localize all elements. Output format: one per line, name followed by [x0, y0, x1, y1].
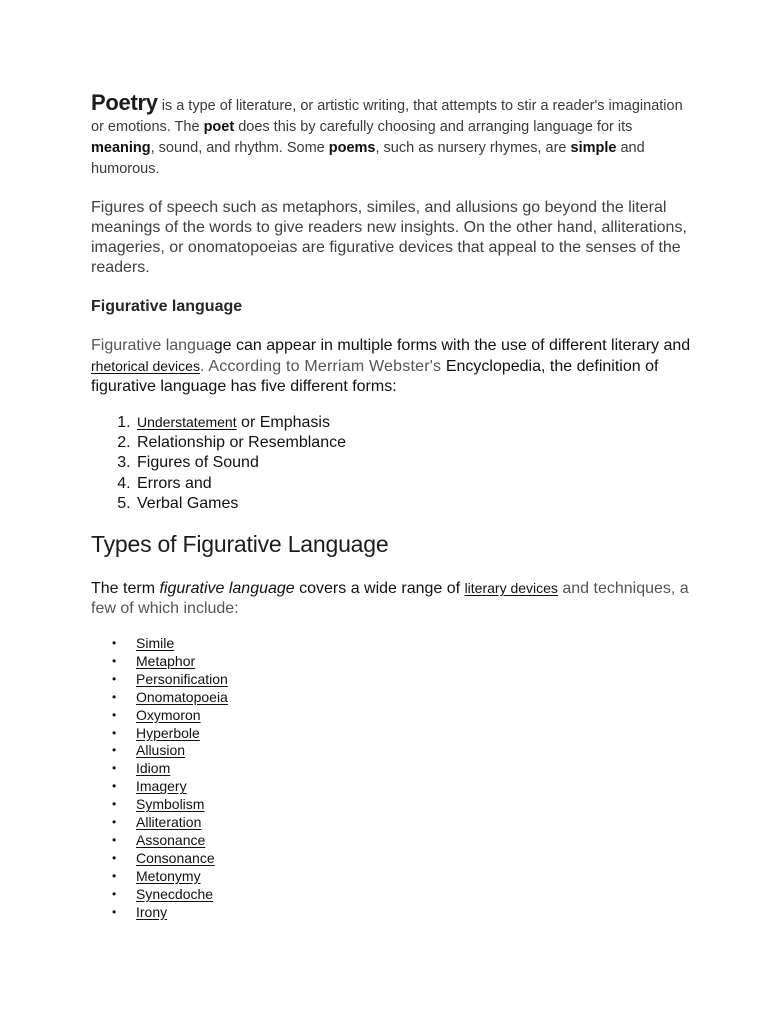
device-link-synecdoche[interactable]: Synecdoche — [136, 885, 214, 902]
bullet-icon: • — [112, 904, 117, 919]
bullet-icon: • — [112, 725, 117, 740]
figurative-language-heading: Figurative language — [91, 298, 243, 315]
list-item — [112, 706, 691, 725]
intro-lead-word: Poetry — [91, 90, 158, 115]
document-body — [91, 92, 691, 922]
bullet-icon: • — [112, 779, 117, 794]
device-link-alliteration[interactable]: Alliteration — [136, 814, 202, 831]
understatement-link[interactable]: Understatement — [137, 414, 237, 430]
list-item-text: or Emphasis — [236, 414, 330, 431]
device-link-consonance[interactable]: Consonance — [136, 849, 215, 866]
forms-intro-text-3: . According to Merriam Webster's — [199, 358, 446, 375]
bullet-icon: • — [112, 815, 117, 830]
intro-text-2: does this by carefully choosing and arranging language for its — [234, 119, 633, 135]
figurative-forms-list — [91, 412, 691, 514]
bullet-icon: • — [112, 832, 117, 847]
types-intro-text-2: covers a wide range of — [294, 580, 465, 598]
list-item — [112, 849, 691, 868]
list-item — [135, 474, 691, 494]
list-item-text: Errors and — [137, 474, 212, 492]
device-link-assonance[interactable]: Assonance — [136, 831, 206, 848]
list-item — [112, 778, 691, 796]
bullet-icon: • — [112, 868, 117, 883]
bullet-icon: • — [112, 636, 117, 651]
device-link-metaphor[interactable]: Metaphor — [136, 652, 196, 669]
list-item — [135, 433, 691, 453]
list-item — [112, 670, 691, 689]
bullet-icon: • — [112, 743, 117, 758]
intro-text-3: , sound, and rhythm. Some — [150, 140, 329, 156]
forms-intro-text-1: Figurative langua — [91, 337, 214, 354]
device-link-simile[interactable]: Simile — [136, 635, 175, 652]
list-item-text: Verbal Games — [137, 494, 239, 512]
device-link-symbolism[interactable]: Symbolism — [136, 796, 205, 813]
list-item — [112, 724, 691, 743]
device-link-personification[interactable]: Personification — [136, 670, 228, 687]
intro-text-4: , such as nursery rhymes, are — [375, 140, 571, 156]
intro-bold-poems: poems — [328, 140, 376, 156]
devices-list — [91, 635, 691, 922]
intro-text-1: is a type of literature, or artistic writing, that attempts to stir a reader's imagination or emotions. The — [91, 98, 683, 135]
device-link-hyperbole[interactable]: Hyperbole — [136, 724, 200, 741]
list-item — [135, 453, 691, 473]
bullet-icon: • — [112, 797, 117, 812]
device-link-idiom[interactable]: Idiom — [136, 760, 171, 777]
forms-intro-text-2: ge can appear in multiple forms with the use of different literary and — [213, 337, 691, 354]
bullet-icon: • — [112, 671, 117, 686]
types-intro-paragraph — [91, 578, 691, 619]
forms-intro-paragraph — [91, 336, 691, 397]
list-item — [112, 903, 691, 922]
device-link-onomatopoeia[interactable]: Onomatopoeia — [136, 688, 228, 705]
literary-devices-link[interactable]: literary devices — [464, 580, 558, 597]
types-intro-text-3: and techniques, a few of which include: — [91, 580, 689, 618]
list-item — [112, 742, 691, 760]
device-link-imagery[interactable]: Imagery — [136, 778, 187, 795]
list-item — [112, 652, 691, 671]
list-item — [112, 635, 691, 653]
device-link-oxymoron[interactable]: Oxymoron — [136, 706, 201, 723]
device-link-allusion[interactable]: Allusion — [136, 742, 186, 759]
list-item — [135, 412, 691, 433]
list-item-text: Figures of Sound — [137, 454, 259, 472]
rhetorical-devices-link[interactable]: rhetorical devices — [91, 358, 200, 374]
bullet-icon: • — [112, 886, 117, 901]
types-heading: Types of Figurative Language — [91, 531, 389, 558]
forms-intro-text-4: Encyclopedia, the definition of figurative language has five different forms: — [91, 358, 659, 395]
list-item — [112, 885, 691, 904]
list-item — [112, 814, 691, 832]
intro-bold-meaning: meaning — [91, 140, 151, 156]
figures-of-speech-paragraph: Figures of speech such as metaphors, similes, and allusions go beyond the literal meanings of the words to give readers new insights. On the other hand, alliterations, imageries, or onomatopoeias are figurative devices that appeal to the senses of the readers. — [91, 199, 687, 276]
device-link-metonymy[interactable]: Metonymy — [136, 867, 201, 884]
intro-bold-poet: poet — [203, 119, 235, 135]
types-intro-italic: figurative language — [159, 580, 295, 598]
intro-text-5: and humorous. — [91, 140, 645, 177]
bullet-icon: • — [112, 689, 117, 704]
list-item — [112, 688, 691, 707]
types-intro-text-1: The term — [91, 580, 160, 598]
list-item — [112, 760, 691, 778]
bullet-icon: • — [112, 707, 117, 722]
list-item — [112, 796, 691, 814]
bullet-icon: • — [112, 653, 117, 668]
bullet-icon: • — [112, 761, 117, 776]
list-item — [112, 831, 691, 850]
intro-paragraph — [91, 92, 691, 180]
bullet-icon: • — [112, 850, 117, 865]
intro-bold-simple: simple — [570, 140, 617, 156]
list-item-text: Relationship or Resemblance — [137, 434, 346, 452]
list-item — [135, 494, 691, 514]
list-item — [112, 867, 691, 886]
device-link-irony[interactable]: Irony — [136, 903, 168, 920]
